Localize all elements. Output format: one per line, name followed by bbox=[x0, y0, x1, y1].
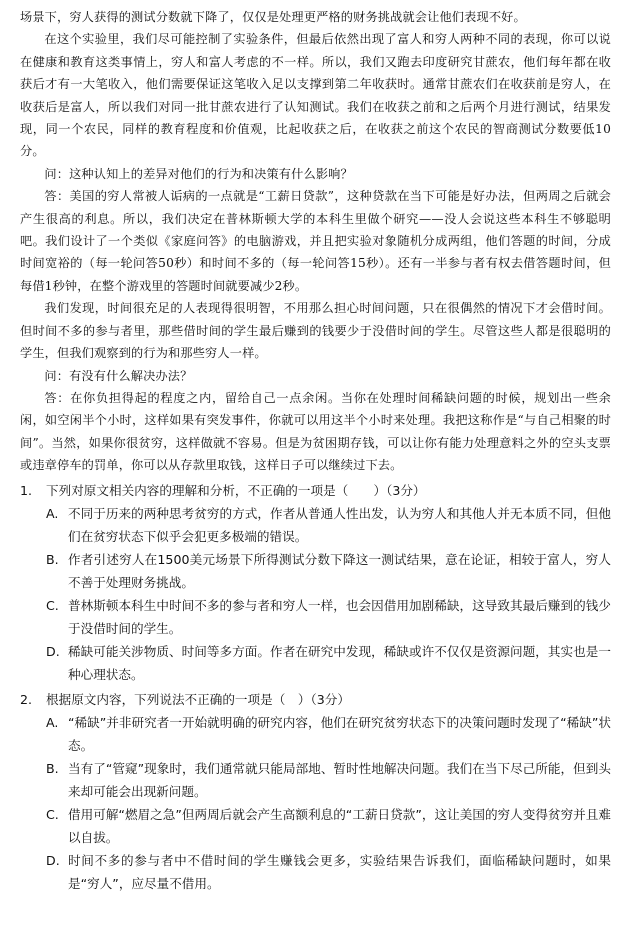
option-letter: C. bbox=[46, 806, 59, 822]
answer-option bbox=[46, 502, 611, 548]
passage-paragraph: 问：这种认知上的差异对他们的行为和决策有什么影响？ bbox=[44, 166, 353, 181]
option-text: 时间不多的参与者中不借时间的学生赚钱会更多，实验结果告诉我们，面临稀缺问题时，如果是“穷人”，应尽量不借用。 bbox=[68, 852, 611, 891]
answer-option bbox=[46, 849, 611, 895]
question-block bbox=[20, 479, 611, 686]
answer-option bbox=[46, 548, 611, 594]
question-block bbox=[20, 688, 611, 895]
answer-option bbox=[46, 640, 611, 686]
option-text: 普林斯顿本科生中时间不多的参与者和穷人一样，也会因借用加剧稀缺，这导致其最后赚到的钱少于没借时间的学生。 bbox=[68, 597, 611, 636]
answer-option bbox=[46, 757, 611, 803]
option-letter: A. bbox=[46, 714, 59, 730]
passage-paragraph: 问：有没有什么解决办法？ bbox=[44, 368, 193, 383]
passage-paragraph: 在这个实验里，我们尽可能控制了实验条件，但最后依然出现了富人和穷人两种不同的表现，你可以说在健康和教育这类事情上，穷人和富人考虑的不一样。所以，我们又跑去印度研究甘蔗农，他们每年都在收获后才有一大笔收入，他们需要保证这笔收入足以支撑到第二年收获时。通常甘蔗农们在收获前是穷人，在收获后是富人，所以我们对同一批甘蔗农进行了认知测试。我们在收获之前和之后两个月进行测试，结果发现，同一个农民，同样的教育程度和价值观，比起收获之后，在收获之前这个农民的智商测试分数要低10分。 bbox=[20, 32, 611, 159]
option-letter: D. bbox=[46, 852, 60, 868]
passage-paragraph: 我们发现，时间很充足的人表现得很明智，不用那么担心时间问题，只在很偶然的情况下才会借时间。但时间不多的参与者里，那些借时间的学生最后赚到的钱要少于没借时间的学生。尽管这些人都是很聪明的学生，但我们观察到的行为和那些穷人一样。 bbox=[20, 301, 611, 361]
answer-option bbox=[46, 803, 611, 849]
option-letter: A. bbox=[46, 505, 59, 521]
question-stem-text: 下列对原文相关内容的理解和分析，不正确的一项是（ ）（3分） bbox=[46, 482, 426, 498]
option-text: 稀缺可能关涉物质、时间等多方面。作者在研究中发现，稀缺或许不仅仅是资源问题，其实也是一种心理状态。 bbox=[68, 643, 611, 682]
option-letter: B. bbox=[46, 551, 59, 567]
passage-paragraph: 答：美国的穷人常被人诟病的一点就是“工薪日贷款”，这种贷款在当下可能是好办法，但两周之后就会产生很高的利息。所以，我们决定在普林斯顿大学的本科生里做个研究——没人会说这些本科生不够聪明吧。我们设计了一个类似《家庭问答》的电脑游戏，并且把实验对象随机分成两组，他们答题的时间，分成时间宽裕的（每一轮问答50秒）和时间不多的（每一轮问答15秒）。还有一半参与者有权去借答题时间，但每借1秒钟，在整个游戏里的答题时间就要减少2秒。 bbox=[20, 189, 611, 293]
option-letter: D. bbox=[46, 643, 60, 659]
option-text: 不同于历来的两种思考贫穷的方式，作者从普通人性出发，认为穷人和其他人并无本质不同，但他们在贫穷状态下似乎会犯更多极端的错误。 bbox=[68, 505, 611, 544]
option-text: 当有了“管窥”现象时，我们通常就只能局部地、暂时性地解决问题。我们在当下尽己所能，但到头来却可能会出现新问题。 bbox=[68, 760, 611, 799]
answer-option bbox=[46, 711, 611, 757]
question-stem bbox=[20, 479, 611, 502]
option-letter: B. bbox=[46, 760, 59, 776]
question-stem bbox=[20, 688, 611, 711]
option-text: 作者引述穷人在1500美元场景下所得测试分数下降这一测试结果，意在论证，相较于富人，穷人不善于处理财务挑战。 bbox=[68, 551, 611, 590]
passage-paragraph: 场景下，穷人获得的测试分数就下降了，仅仅是处理更严格的财务挑战就会让他们表现不好。 bbox=[20, 10, 526, 24]
option-letter: C. bbox=[46, 597, 59, 613]
question-number: 2. bbox=[20, 691, 33, 707]
question-number: 1. bbox=[20, 482, 33, 498]
option-text: 借用可解“燃眉之急”但两周后就会产生高额利息的“工薪日贷款”，这让美国的穷人变得贫穷并且难以自拔。 bbox=[68, 806, 611, 845]
passage-paragraph: 答：在你负担得起的程度之内，留给自己一点余闲。当你在处理时间稀缺问题的时候，规划出一些余闲，如空闲半个小时，这样如果有突发事件，你就可以用这半个小时来处理。我把这称作是“与自己相聚的时间”。当然，如果你很贫穷，这样做就不容易。但是为贫困期存钱，可以让你有能力处理意料之外的空头支票或违章停车的罚单，你可以从存款里取钱，这样日子可以继续过下去。 bbox=[20, 390, 611, 473]
question-stem-text: 根据原文内容，下列说法不正确的一项是（ ）（3分） bbox=[46, 691, 350, 707]
reading-passage bbox=[20, 6, 611, 477]
answer-option bbox=[46, 594, 611, 640]
question-section bbox=[20, 479, 611, 895]
option-text: “稀缺”并非研究者一开始就明确的研究内容，他们在研究贫穷状态下的决策问题时发现了“稀缺”状态。 bbox=[68, 714, 611, 753]
